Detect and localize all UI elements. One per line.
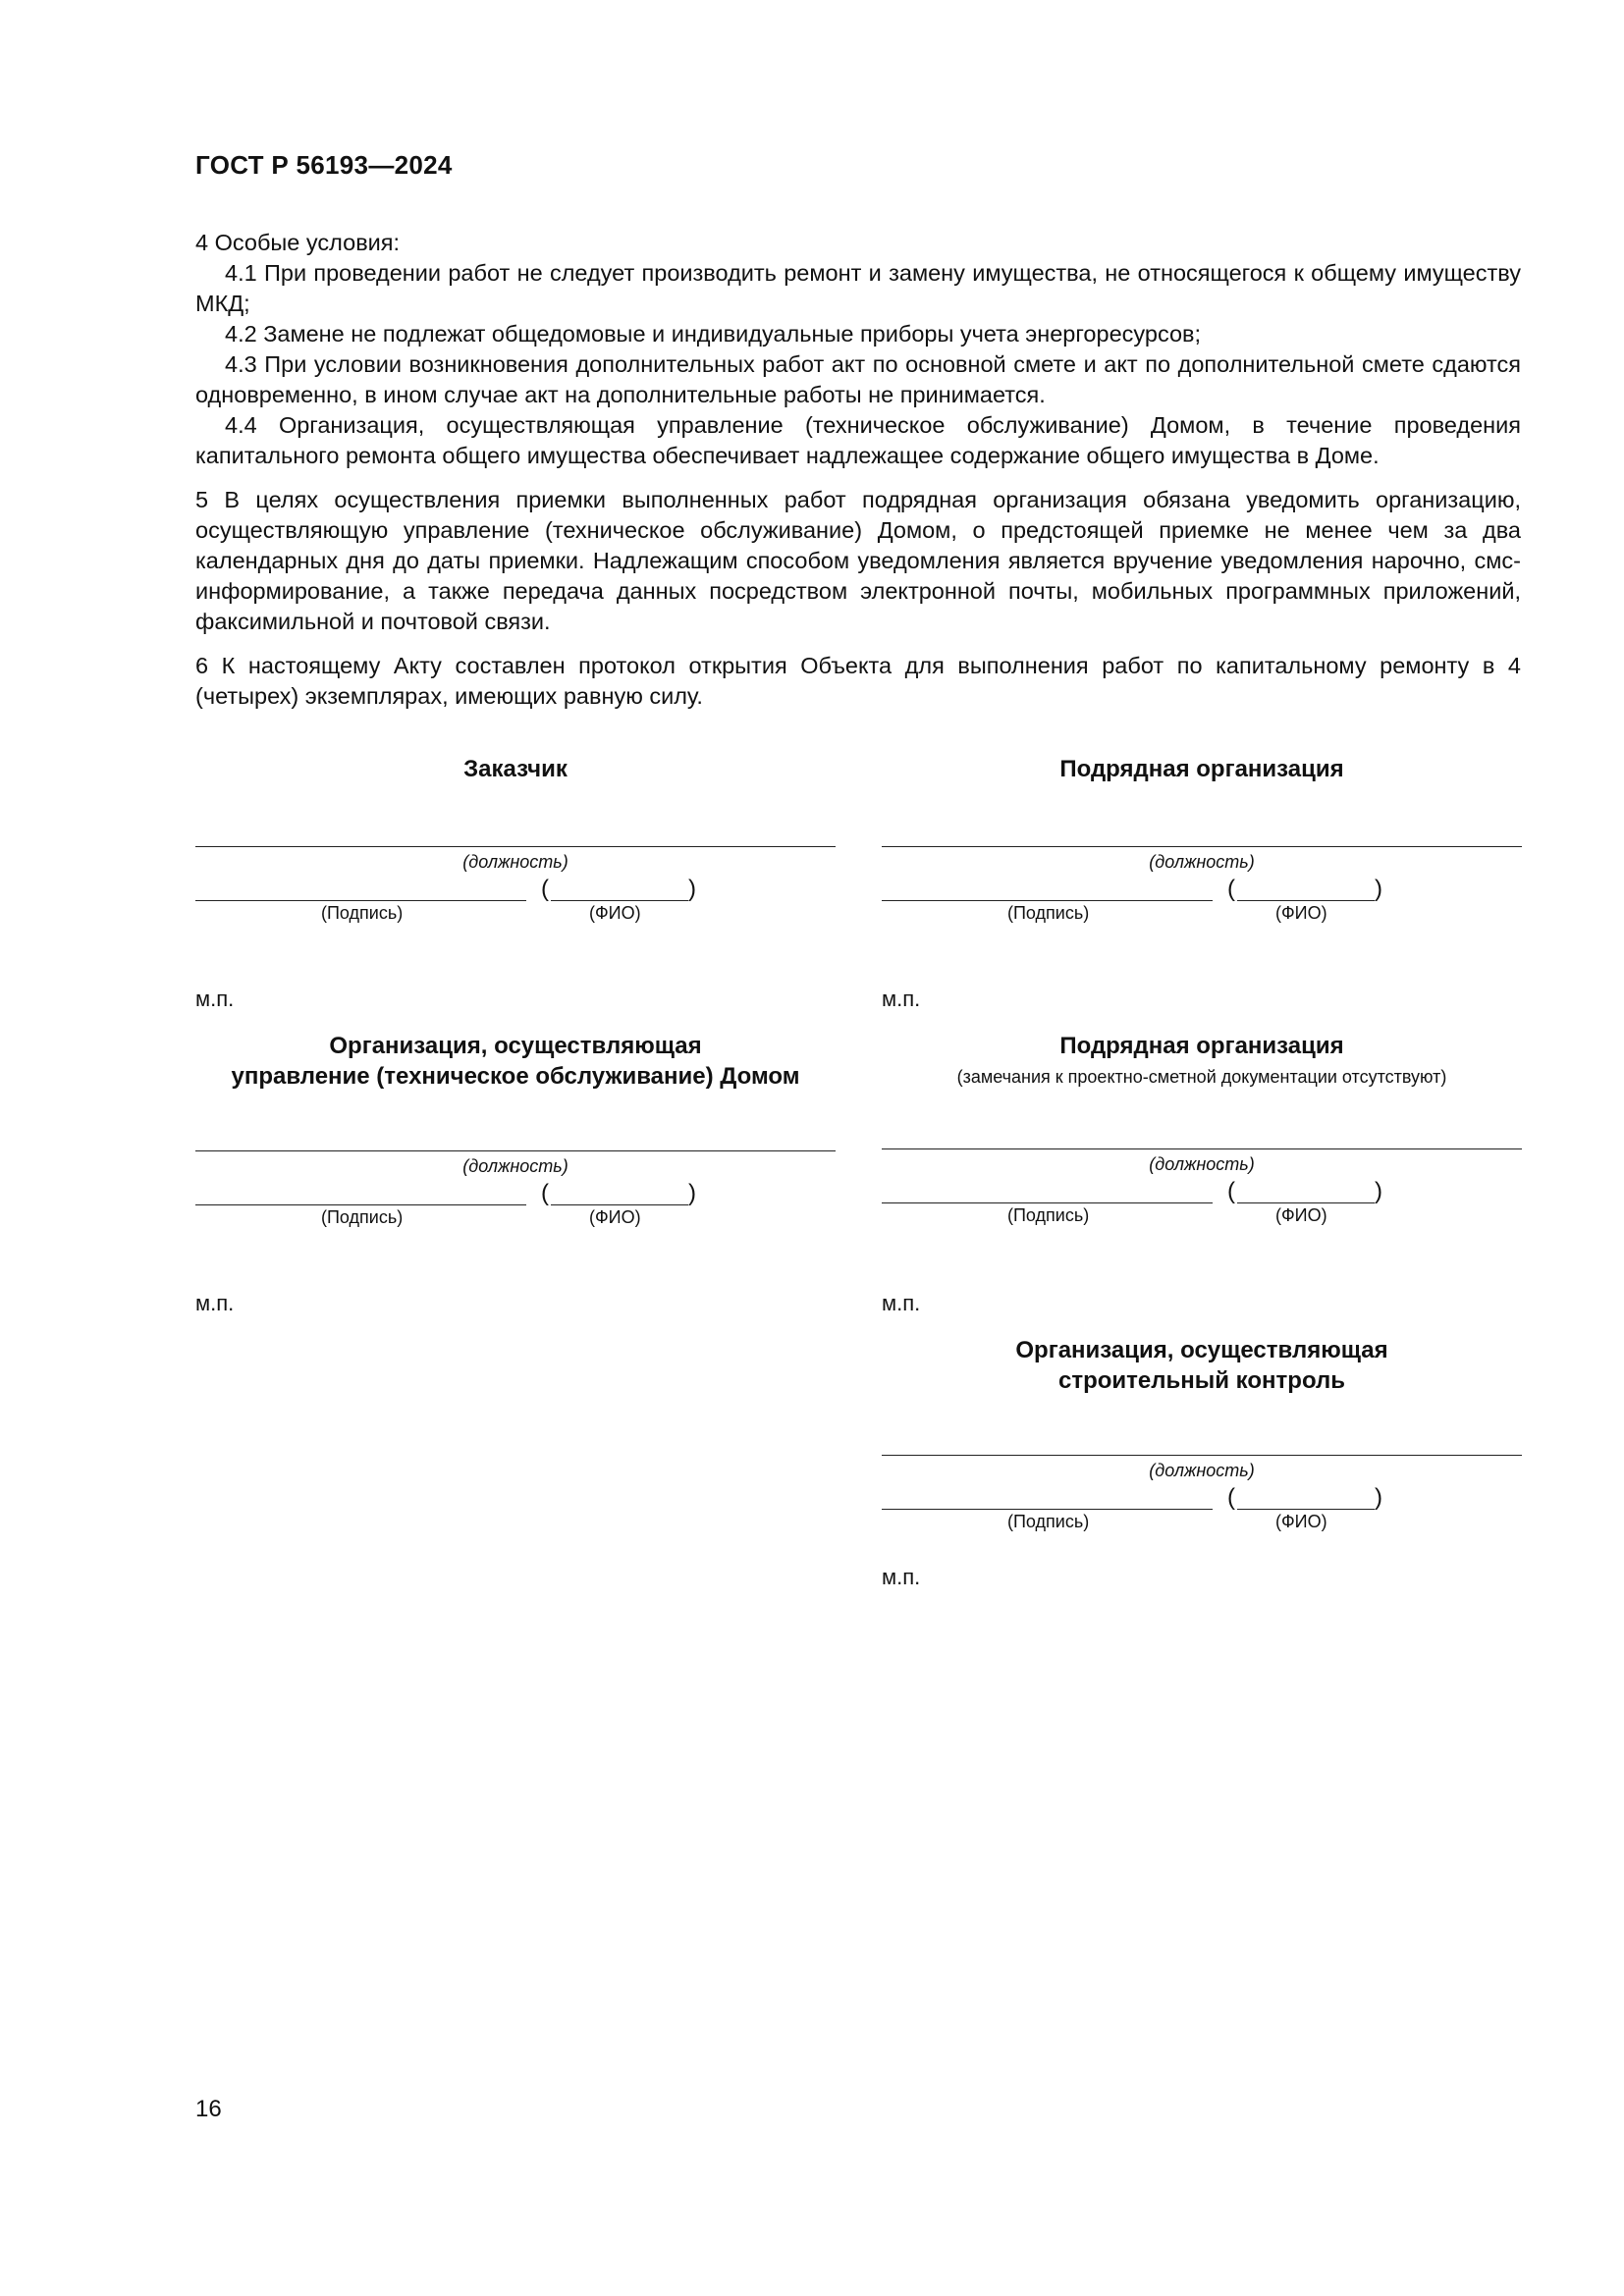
stamp-place: м.п. [195,987,235,1011]
supervision-title-line1: Организация, осуществляющая [1015,1337,1388,1363]
customer-title: Заказчик [463,756,568,782]
position-line [195,846,836,847]
section-4-1: 4.1 При проведении работ не следует производить ремонт и замену имущества, не относящегося к общему имуществу МКД; [195,260,1521,316]
name-caption: (ФИО) [589,903,641,923]
signature-line [882,1202,1213,1203]
position-caption: (должность) [1149,1154,1255,1174]
name-line [1237,1509,1375,1510]
supervision-block [882,1335,1522,1582]
document-header: ГОСТ Р 56193—2024 [195,150,453,180]
signature-caption: (Подпись) [1007,1512,1090,1531]
name-line [551,900,688,901]
stamp-place: м.п. [882,1565,921,1589]
paren-close: ) [1375,1484,1382,1511]
contractor2-note: (замечания к проектно-сметной документации отсутствуют) [956,1067,1447,1087]
signature-line [882,1509,1213,1510]
management-title-line2: управление (техническое обслуживание) Домом [231,1063,800,1090]
signature-caption: (Подпись) [321,1207,404,1227]
name-line [551,1204,688,1205]
customer-signature [195,846,836,974]
stamp-place: м.п. [882,1291,921,1315]
stamp-place: м.п. [195,1291,235,1315]
paren-close: ) [688,876,696,902]
name-caption: (ФИО) [1275,1205,1327,1225]
stamp-place: м.п. [882,987,921,1011]
customer-block [195,754,836,974]
name-caption: (ФИО) [589,1207,641,1227]
paren-close: ) [688,1180,696,1206]
name-line [1237,1202,1375,1203]
management-signature [195,1150,836,1278]
paren-close: ) [1375,1178,1382,1204]
management-title-line1: Организация, осуществляющая [329,1033,702,1059]
contractor-title: Подрядная организация [1059,756,1344,782]
contractor-signature [882,846,1522,974]
body-text [195,228,1521,712]
position-caption: (должность) [462,852,568,872]
name-line [1237,900,1375,901]
name-caption: (ФИО) [1275,903,1327,923]
position-line [882,1148,1522,1149]
section-4-2: 4.2 Замене не подлежат общедомовые и индивидуальные приборы учета энергоресурсов; [225,321,1202,347]
signature-caption: (Подпись) [321,903,404,923]
signature-caption: (Подпись) [1007,1205,1090,1225]
paren-open: ( [541,1180,549,1206]
signature-line [195,1204,526,1205]
section-4-title: 4 Особые условия: [195,230,401,255]
paren-close: ) [1375,876,1382,902]
signature-line [882,900,1213,901]
management-block [195,1031,836,1278]
contractor2-title: Подрядная организация [1059,1033,1344,1059]
contractor2-signature [882,1148,1522,1276]
paren-open: ( [1227,876,1235,902]
section-5: 5 В целях осуществления приемки выполненных работ подрядная организация обязана уведомить организацию, осуществляющую управление (техническое обслуживание) Домом, о предстоящей приемке не менее чем за два календарных дня до даты приемки. Надлежащим способом уведомления является вручение уведомления нарочно, смс-информирование, а также передача данных посредством электронной почты, мобильных программных приложений, факсимильной и почтовой связи. [195,487,1521,634]
supervision-signature [882,1455,1522,1582]
position-caption: (должность) [462,1156,568,1176]
paren-open: ( [541,876,549,902]
section-4-4: 4.4 Организация, осуществляющая управление (техническое обслуживание) Домом, в течение проведения капитального ремонта общего имущества обеспечивает надлежащее содержание общего имущества в Доме. [195,412,1521,468]
paren-open: ( [1227,1178,1235,1204]
signature-line [195,900,526,901]
position-caption: (должность) [1149,1461,1255,1480]
page-number: 16 [195,2096,222,2122]
supervision-title-line2: строительный контроль [1057,1367,1346,1394]
name-caption: (ФИО) [1275,1512,1327,1531]
position-line [882,1455,1522,1456]
section-4-3: 4.3 При условии возникновения дополнительных работ акт по основной смете и акт по дополнительной смете сдаются одновременно, в ином случае акт на дополнительные работы не принимается. [195,351,1521,407]
section-6: 6 К настоящему Акту составлен протокол открытия Объекта для выполнения работ по капитальному ремонту в 4 (четырех) экземплярах, имеющих равную силу. [195,653,1521,709]
position-line [882,846,1522,847]
position-caption: (должность) [1149,852,1255,872]
contractor-block [882,754,1522,974]
signature-caption: (Подпись) [1007,903,1090,923]
contractor2-block [882,1031,1522,1276]
paren-open: ( [1227,1484,1235,1511]
position-line [195,1150,836,1151]
